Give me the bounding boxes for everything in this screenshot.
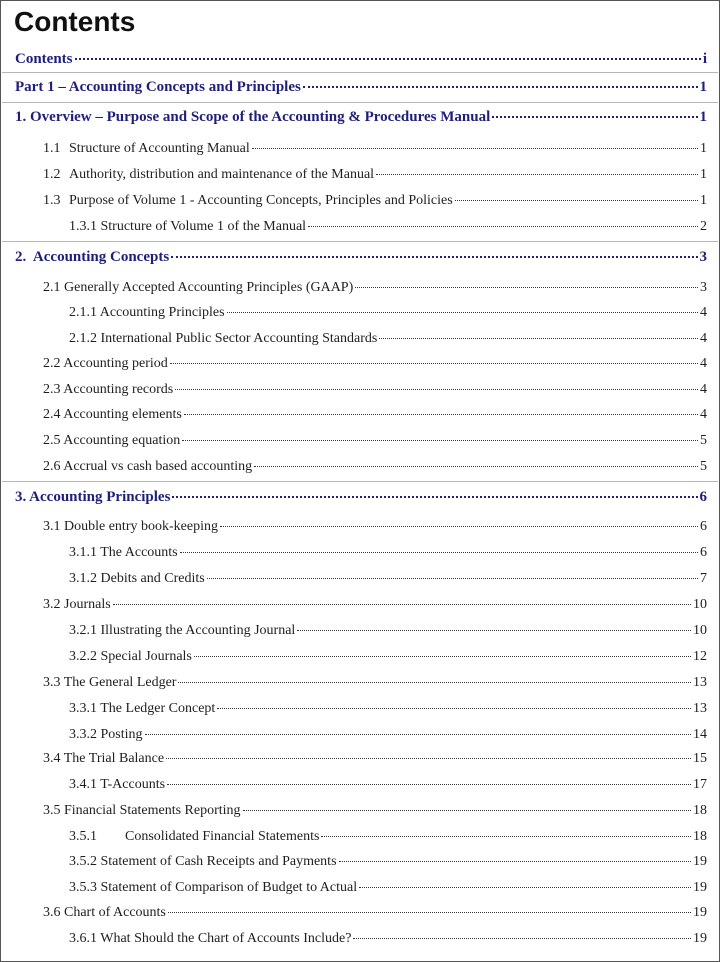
toc-entry-title: 2.3 Accounting records [43, 382, 174, 397]
toc-entry-title: 2.1 Generally Accepted Accounting Principles (GAAP) [43, 280, 354, 295]
toc-entry-title: 3.6.1 What Should the Chart of Accounts Include? [69, 931, 352, 946]
toc-entry-page-number: 3 [700, 280, 707, 295]
toc-entry-page-number: 5 [700, 433, 707, 448]
toc-entry[interactable] [15, 489, 707, 506]
section-divider [2, 72, 718, 73]
dot-leader [355, 287, 698, 288]
dot-leader [172, 496, 697, 498]
section-divider [2, 481, 718, 482]
toc-entry-page-number: 15 [693, 751, 707, 766]
toc-entry-title: 3.6 Chart of Accounts [43, 905, 166, 920]
toc-entry[interactable] [69, 829, 707, 845]
toc-entry[interactable] [69, 649, 707, 665]
toc-entry-title: 2.6 Accrual vs cash based accounting [43, 459, 253, 474]
dot-leader [220, 526, 698, 527]
toc-entry[interactable] [43, 597, 707, 613]
toc-entry-title: 3.2.1 Illustrating the Accounting Journal [69, 623, 296, 638]
toc-entry-page-number: 1 [699, 109, 707, 125]
dot-leader [178, 682, 691, 683]
toc-entry-title: 3.1.2 Debits and Credits [69, 571, 205, 586]
toc-entry-title: 3.2.2 Special Journals [69, 649, 192, 664]
toc-entry-page-number: 4 [700, 356, 707, 371]
toc-entry[interactable] [15, 79, 707, 96]
toc-entry-title: 2.4 Accounting elements [43, 407, 182, 422]
dot-leader [182, 440, 698, 441]
toc-entry[interactable] [43, 433, 707, 449]
toc-entry-title: 2. Accounting Concepts [15, 249, 170, 265]
toc-entry-title: Authority, distribution and maintenance of the Manual [69, 167, 375, 182]
dot-leader [168, 912, 691, 913]
toc-entry[interactable] [69, 880, 707, 896]
toc-entry-page-number: 3 [699, 249, 707, 265]
toc-entry-title: 3.2 Journals [43, 597, 111, 612]
toc-entry-number: 1.3 [43, 193, 61, 208]
dot-leader [227, 312, 698, 313]
toc-entry[interactable] [69, 571, 707, 587]
section-divider [2, 241, 718, 242]
dot-leader [170, 363, 698, 364]
toc-entry-page-number: 19 [693, 931, 707, 946]
toc-entry-title: 3.4.1 T-Accounts [69, 777, 166, 792]
toc-entry[interactable] [69, 777, 707, 793]
dot-leader [297, 630, 691, 631]
toc-entry-title: Purpose of Volume 1 - Accounting Concepts, Principles and Policies [69, 193, 453, 208]
toc-entry[interactable] [43, 280, 707, 296]
toc-entry-title: 3.3.1 The Ledger Concept [69, 701, 216, 716]
toc-entry[interactable] [43, 519, 707, 535]
dot-leader [308, 226, 698, 227]
toc-entry-title: Contents [15, 51, 73, 67]
dot-leader [171, 256, 697, 258]
dot-leader [207, 578, 698, 579]
toc-entry-page-number: 5 [700, 459, 707, 474]
dot-leader [303, 86, 698, 88]
dot-leader [359, 887, 691, 888]
toc-entry-title: Part 1 – Accounting Concepts and Principles [15, 79, 301, 95]
dot-leader [339, 861, 691, 862]
toc-entry-title: 1. Overview – Purpose and Scope of the Accounting & Procedures Manual [15, 109, 491, 125]
toc-entry-page-number: 4 [700, 305, 707, 320]
toc-entry-page-number: 4 [700, 382, 707, 397]
toc-entry-number: 1.1 [43, 141, 61, 156]
toc-entry[interactable] [69, 305, 707, 321]
section-divider [2, 102, 718, 103]
toc-entry[interactable] [15, 109, 707, 126]
dot-leader [254, 466, 698, 467]
toc-entry-title: 2.1.1 Accounting Principles [69, 305, 225, 320]
toc-entry-page-number: 19 [693, 880, 707, 895]
toc-entry[interactable] [43, 905, 707, 921]
toc-entry[interactable] [43, 407, 707, 423]
toc-entry[interactable] [43, 382, 707, 398]
toc-entry-title: 3.5.3 Statement of Comparison of Budget to Actual [69, 880, 358, 895]
dot-leader [353, 938, 691, 939]
toc-entry[interactable] [69, 331, 707, 347]
toc-entry-title: 3. Accounting Principles [15, 489, 171, 505]
dot-leader [217, 708, 691, 709]
dot-leader [194, 656, 691, 657]
dot-leader [243, 810, 691, 811]
dot-leader [113, 604, 691, 605]
toc-entry-page-number: i [702, 51, 707, 67]
dot-leader [376, 174, 698, 175]
toc-entry-page-number: 12 [693, 649, 707, 664]
dot-leader [75, 58, 701, 60]
page-title: Contents [14, 6, 136, 37]
toc-entry-page-number: 6 [699, 489, 707, 505]
toc-entry-page-number: 1 [700, 141, 707, 156]
toc-entry-title: 2.2 Accounting period [43, 356, 168, 371]
toc-entry[interactable] [69, 623, 707, 639]
toc-entry[interactable] [15, 51, 707, 68]
dot-leader [252, 148, 698, 149]
toc-entry-title: 2.1.2 International Public Sector Accounting Standards [69, 331, 378, 346]
toc-entry-page-number: 1 [700, 193, 707, 208]
toc-entry[interactable] [43, 751, 707, 767]
toc-entry[interactable] [43, 459, 707, 475]
dot-leader [379, 338, 698, 339]
toc-entry-title: 3.5.1 Consolidated Financial Statements [69, 829, 320, 844]
toc-entry-title: 3.3.2 Posting [69, 727, 143, 742]
toc-entry[interactable] [43, 803, 707, 819]
toc-entry-title: 3.1.1 The Accounts [69, 545, 178, 560]
dot-leader [145, 734, 691, 735]
dot-leader [167, 784, 691, 785]
toc-entry-title: Structure of Accounting Manual [69, 141, 250, 156]
dot-leader [321, 836, 691, 837]
toc-entry[interactable] [43, 193, 707, 209]
toc-entry-page-number: 4 [700, 407, 707, 422]
dot-leader [166, 758, 691, 759]
toc-entry-page-number: 1 [699, 79, 707, 95]
dot-leader [455, 200, 698, 201]
toc-entry-page-number: 2 [700, 219, 707, 234]
toc-entry-page-number: 19 [693, 905, 707, 920]
toc-entry[interactable] [69, 219, 707, 235]
toc-entry-page-number: 6 [700, 545, 707, 560]
toc-entry-page-number: 10 [693, 597, 707, 612]
dot-leader [492, 116, 697, 118]
toc-entry-page-number: 18 [693, 829, 707, 844]
toc-entry[interactable] [69, 854, 707, 870]
toc-entry[interactable] [43, 675, 707, 691]
toc-entry-title: 3.5 Financial Statements Reporting [43, 803, 241, 818]
toc-entry[interactable] [69, 701, 707, 717]
toc-entry[interactable] [43, 356, 707, 372]
toc-entry-page-number: 1 [700, 167, 707, 182]
toc-entry-page-number: 18 [693, 803, 707, 818]
toc-entry-title: 3.5.2 Statement of Cash Receipts and Payments [69, 854, 337, 869]
toc-entry-page-number: 10 [693, 623, 707, 638]
toc-entry[interactable] [69, 931, 707, 947]
toc-entry-title: 2.5 Accounting equation [43, 433, 181, 448]
toc-entry-title: 1.3.1 Structure of Volume 1 of the Manual [69, 219, 307, 234]
toc-entry-title: 3.4 The Trial Balance [43, 751, 165, 766]
toc-entry-number: 1.2 [43, 167, 61, 182]
toc-entry-page-number: 19 [693, 854, 707, 869]
toc-entry[interactable] [69, 727, 707, 743]
toc-entry-page-number: 14 [693, 727, 707, 742]
dot-leader [180, 552, 698, 553]
toc-entry[interactable] [43, 141, 707, 157]
dot-leader [184, 414, 698, 415]
toc-entry-page-number: 17 [693, 777, 707, 792]
toc-entry[interactable] [69, 545, 707, 561]
toc-entry[interactable] [43, 167, 707, 183]
toc-entry-title: 3.3 The General Ledger [43, 675, 177, 690]
toc-entry-page-number: 4 [700, 331, 707, 346]
toc-entry-page-number: 13 [693, 675, 707, 690]
toc-entry-page-number: 6 [700, 519, 707, 534]
dot-leader [175, 389, 698, 390]
toc-entry-page-number: 7 [700, 571, 707, 586]
toc-entry-page-number: 13 [693, 701, 707, 716]
toc-entry-title: 3.1 Double entry book-keeping [43, 519, 218, 534]
toc-entry[interactable] [15, 249, 707, 266]
